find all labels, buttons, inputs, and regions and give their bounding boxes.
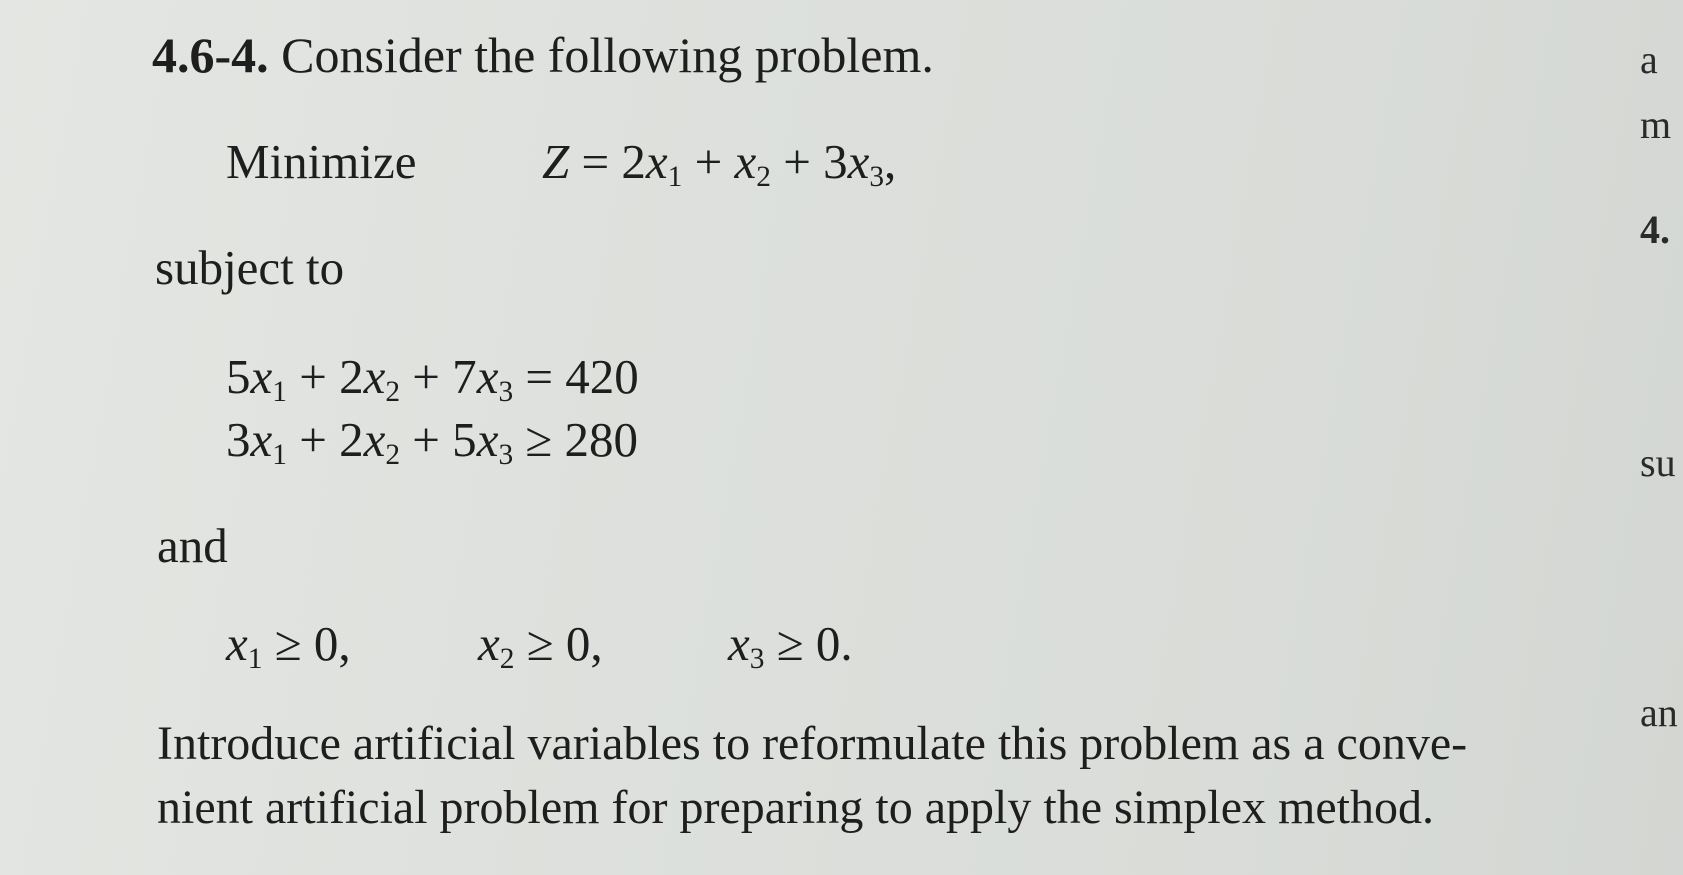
- nonneg-x3: $x_3 \ge 0$.: [728, 616, 853, 676]
- margin-fragment-su: su: [1640, 440, 1676, 485]
- objective-function: [226, 134, 897, 194]
- nonneg-x2: $x_2 \ge 0$,: [478, 616, 603, 676]
- and-label: and: [157, 518, 228, 573]
- objective-variable-z: Z: [542, 134, 570, 189]
- margin-fragment-m: m: [1640, 102, 1672, 147]
- objective-plus-2: + 3: [770, 134, 848, 189]
- instruction-line-2: nient artificial problem for preparing to apply the simplex method.: [157, 781, 1434, 834]
- instruction-paragraph: [157, 712, 1467, 840]
- nonneg-x1: $x_1 \ge 0$,: [226, 616, 351, 676]
- objective-tail: ,: [884, 134, 897, 189]
- constraint-equation-1: $5x_1 + 2x_2 + 7x_3 = 420$: [226, 349, 639, 409]
- objective-x3: $x_3$: [847, 134, 885, 194]
- problem-title: Consider the following problem.: [281, 27, 934, 83]
- margin-fragment-number: 4.: [1640, 207, 1670, 252]
- nonnegativity-constraints: [226, 616, 853, 676]
- margin-fragment-an: an: [1640, 690, 1678, 735]
- problem-number: 4.6-4.: [152, 27, 269, 83]
- instruction-line-1: Introduce artificial variables to reformulate this problem as a conve-: [157, 717, 1468, 770]
- problem-heading: [152, 27, 934, 83]
- margin-fragment-a: a: [1640, 37, 1658, 82]
- objective-equals-term: = 2: [569, 134, 646, 189]
- subject-to-label: subject to: [155, 240, 345, 295]
- constraint-equation-2: $3x_1 + 2x_2 + 5x_3 \ge 280$: [226, 412, 639, 472]
- objective-x2: $x_2$: [734, 134, 771, 194]
- objective-x1: $x_1$: [645, 134, 683, 194]
- objective-plus-1: +: [682, 134, 735, 189]
- objective-label: Minimize: [226, 134, 417, 189]
